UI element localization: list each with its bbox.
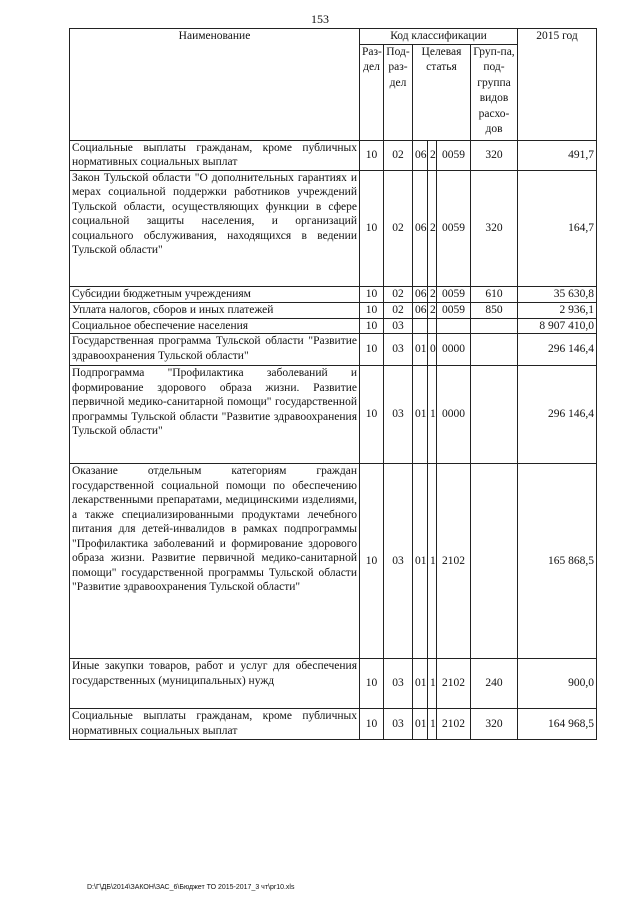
row-name: Социальные выплаты гражданам, кроме публичных нормативных социальных выплат xyxy=(70,709,360,740)
row-subsection: 03 xyxy=(384,464,413,659)
row-article-direction: 0059 xyxy=(437,302,471,318)
row-article-subprogram: 2 xyxy=(428,302,437,318)
row-amount: 491,7 xyxy=(518,140,597,170)
table-row xyxy=(70,709,597,740)
row-section: 10 xyxy=(360,366,384,464)
row-article-subprogram: 0 xyxy=(428,334,437,366)
header-section: Раз-дел xyxy=(360,44,384,140)
row-expense-type xyxy=(471,464,518,659)
row-name: Подпрограмма "Профилактика заболеваний и формирование здорового образа жизни. Развитие первичной медико-санитарной помощи" государственной программы Тульской области "Развитие здравоохранения Тульской области" xyxy=(70,366,360,464)
row-article-program: 01 xyxy=(413,366,428,464)
row-expense-type xyxy=(471,334,518,366)
row-amount: 164 968,5 xyxy=(518,709,597,740)
row-expense-type xyxy=(471,366,518,464)
row-article-program: 06 xyxy=(413,286,428,302)
table-row xyxy=(70,302,597,318)
table-row xyxy=(70,318,597,334)
row-amount: 296 146,4 xyxy=(518,334,597,366)
row-article-program: 06 xyxy=(413,302,428,318)
budget-table xyxy=(69,28,597,740)
row-name: Закон Тульской области "О дополнительных гарантиях и мерах социальной поддержки работников учреждений Тульской области, осуществляющих функции в сфере социальной защиты населения, и организаций социального обслуживания, находящихся в ведении Тульской области" xyxy=(70,170,360,286)
row-expense-type: 240 xyxy=(471,659,518,709)
row-article-program: 06 xyxy=(413,170,428,286)
row-article-direction: 0059 xyxy=(437,140,471,170)
table-row xyxy=(70,464,597,659)
row-article-direction: 0000 xyxy=(437,366,471,464)
row-amount: 8 907 410,0 xyxy=(518,318,597,334)
row-article-program: 01 xyxy=(413,464,428,659)
row-subsection: 02 xyxy=(384,286,413,302)
row-name: Социальные выплаты гражданам, кроме публичных нормативных социальных выплат xyxy=(70,140,360,170)
row-subsection: 03 xyxy=(384,366,413,464)
row-article-direction: 0059 xyxy=(437,170,471,286)
row-subsection: 02 xyxy=(384,140,413,170)
row-name: Государственная программа Тульской области "Развитие здравоохранения Тульской области" xyxy=(70,334,360,366)
row-article-direction xyxy=(437,318,471,334)
row-article-subprogram: 1 xyxy=(428,464,437,659)
row-amount: 165 868,5 xyxy=(518,464,597,659)
row-subsection: 02 xyxy=(384,170,413,286)
row-expense-type: 850 xyxy=(471,302,518,318)
row-name: Социальное обеспечение населения xyxy=(70,318,360,334)
row-amount: 35 630,8 xyxy=(518,286,597,302)
row-article-subprogram: 2 xyxy=(428,286,437,302)
file-path: D:\Г\ДБ\2014\ЗАКОН\ЗАС_6\Бюджет ТО 2015-2017_3 чт\pr10.xls xyxy=(87,884,295,891)
row-section: 10 xyxy=(360,464,384,659)
row-name: Оказание отдельным категориям граждан государственной социальной помощи по обеспечению лекарственными препаратами, медицинскими изделиями, а также специализированными продуктами лечебного питания для детей-инвалидов в рамках подпрограммы "Профилактика заболеваний и формирование здорового образа жизни. Развитие первичной медико-санитарной помощи" государственной программы Тульской области "Развитие здравоохранения Тульской области" xyxy=(70,464,360,659)
row-article-program: 06 xyxy=(413,140,428,170)
row-subsection: 03 xyxy=(384,659,413,709)
row-section: 10 xyxy=(360,170,384,286)
row-article-direction: 0000 xyxy=(437,334,471,366)
row-article-program: 01 xyxy=(413,334,428,366)
row-subsection: 02 xyxy=(384,302,413,318)
table-row xyxy=(70,334,597,366)
row-article-direction: 2102 xyxy=(437,659,471,709)
row-section: 10 xyxy=(360,302,384,318)
header-code-group: Код классификации xyxy=(360,29,518,45)
row-name: Субсидии бюджетным учреждениям xyxy=(70,286,360,302)
row-expense-type: 320 xyxy=(471,170,518,286)
row-article-subprogram: 1 xyxy=(428,659,437,709)
table-row xyxy=(70,659,597,709)
header-year: 2015 год xyxy=(518,29,597,141)
row-amount: 164,7 xyxy=(518,170,597,286)
row-subsection: 03 xyxy=(384,709,413,740)
header-expense-type: Груп-па, под-группа видов расхо-дов xyxy=(471,44,518,140)
row-article-subprogram xyxy=(428,318,437,334)
row-expense-type xyxy=(471,318,518,334)
row-article-direction: 2102 xyxy=(437,464,471,659)
row-expense-type: 610 xyxy=(471,286,518,302)
table-row xyxy=(70,140,597,170)
row-section: 10 xyxy=(360,659,384,709)
row-amount: 900,0 xyxy=(518,659,597,709)
row-subsection: 03 xyxy=(384,334,413,366)
row-expense-type: 320 xyxy=(471,709,518,740)
page-number: 153 xyxy=(311,12,329,26)
row-name: Иные закупки товаров, работ и услуг для обеспечения государственных (муниципальных) нужд xyxy=(70,659,360,709)
table-row xyxy=(70,286,597,302)
row-article-subprogram: 2 xyxy=(428,170,437,286)
row-subsection: 03 xyxy=(384,318,413,334)
row-article-direction: 2102 xyxy=(437,709,471,740)
row-article-subprogram: 2 xyxy=(428,140,437,170)
row-article-program: 01 xyxy=(413,709,428,740)
row-expense-type: 320 xyxy=(471,140,518,170)
row-article-program: 01 xyxy=(413,659,428,709)
row-section: 10 xyxy=(360,318,384,334)
row-section: 10 xyxy=(360,334,384,366)
row-amount: 296 146,4 xyxy=(518,366,597,464)
row-section: 10 xyxy=(360,140,384,170)
row-section: 10 xyxy=(360,286,384,302)
row-section: 10 xyxy=(360,709,384,740)
table-row xyxy=(70,366,597,464)
table-row xyxy=(70,170,597,286)
header-subsection: Под-раз-дел xyxy=(384,44,413,140)
header-name: Наименование xyxy=(70,29,360,141)
row-article-direction: 0059 xyxy=(437,286,471,302)
row-article-program xyxy=(413,318,428,334)
row-amount: 2 936,1 xyxy=(518,302,597,318)
row-article-subprogram: 1 xyxy=(428,366,437,464)
header-target-article: Целевая статья xyxy=(413,44,471,140)
row-article-subprogram: 1 xyxy=(428,709,437,740)
row-name: Уплата налогов, сборов и иных платежей xyxy=(70,302,360,318)
